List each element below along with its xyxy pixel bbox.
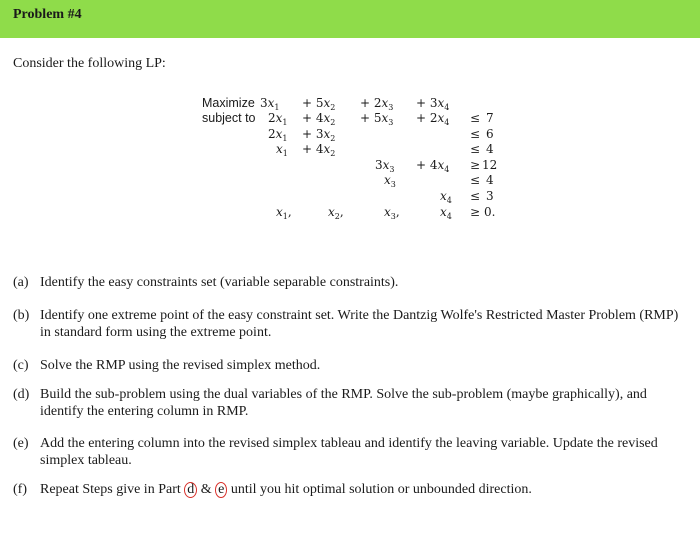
c3-relation: ≤ — [470, 142, 481, 156]
c5-relation: ≤ — [470, 173, 481, 187]
maximize-label: Maximize — [202, 96, 255, 110]
nn-x4: $x_4$ — [440, 205, 452, 221]
question-text: Build the sub-problem using the dual variables of the RMP. Solve the sub-problem (maybe graphically), and identify the entering column in RMP. — [40, 387, 647, 419]
c6-term-1: $x_4$ — [440, 189, 452, 205]
c5-rhs: 4 — [486, 173, 494, 187]
subject-to-label: subject to — [202, 111, 256, 125]
question-text: Identify the easy constraints set (variable separable constraints). — [40, 275, 399, 290]
c4-rhs: 12 — [482, 158, 498, 172]
intro-text: Consider the following LP: — [13, 56, 166, 71]
c3-term-1: $x_1$ — [276, 142, 288, 158]
objective-term-3: + $2x_3$ — [360, 96, 394, 112]
question-text: Solve the RMP using the revised simplex method. — [40, 358, 321, 373]
c2-relation: ≤ — [470, 127, 481, 141]
c6-rhs: 3 — [486, 189, 494, 203]
part-e-reference: e — [215, 482, 227, 498]
objective-term-4: + $3x_4$ — [416, 96, 450, 112]
c4-term-2: + $4x_4$ — [416, 158, 450, 174]
question-f-text-after: until you hit optimal solution or unbounded direction. — [230, 482, 532, 497]
ampersand: & — [200, 482, 212, 497]
part-d-reference: d — [184, 482, 197, 498]
lp-formulation — [0, 0, 700, 240]
objective-term-2: + $5x_2$ — [302, 96, 336, 112]
nn-x2: $x_2$, — [328, 205, 344, 221]
question-label: (a) — [13, 275, 29, 290]
c2-rhs: 6 — [486, 127, 494, 141]
question-label: (e) — [13, 436, 29, 451]
question-label: (b) — [13, 308, 30, 323]
c5-term-1: $x_3$ — [384, 173, 396, 189]
nn-x3: $x_3$, — [384, 205, 400, 221]
c2-term-1: $2x_1$ — [268, 127, 288, 143]
question-text: Identify one extreme point of the easy constraint set. Write the Dantzig Wolfe's Restricted Master Problem (RMP) in standard form using the extreme point. — [40, 308, 679, 340]
problem-title: Problem #4 — [13, 7, 82, 22]
c1-rhs: 7 — [486, 111, 494, 125]
c4-term-1: $3x_3$ — [375, 158, 395, 174]
question-label: (c) — [13, 358, 29, 373]
c1-term-3: + $5x_3$ — [360, 111, 394, 127]
question-f-text-before: Repeat Steps give in Part — [40, 482, 181, 497]
c4-relation: ≥ — [470, 158, 481, 172]
c1-term-1: $2x_1$ — [268, 111, 288, 127]
c6-relation: ≤ — [470, 189, 481, 203]
question-label: (d) — [13, 387, 30, 402]
c3-rhs: 4 — [486, 142, 494, 156]
nn-relation: ≥ — [470, 205, 481, 219]
c2-term-2: + $3x_2$ — [302, 127, 336, 143]
objective-term-1: $3x_1$ — [260, 96, 280, 112]
nn-x1: $x_1$, — [276, 205, 292, 221]
c3-term-2: + $4x_2$ — [302, 142, 336, 158]
c1-term-2: + $4x_2$ — [302, 111, 336, 127]
question-text: Add the entering column into the revised simplex tableau and identify the leaving variable. Update the revised simplex tableau. — [40, 436, 658, 468]
nn-rhs: 0. — [484, 205, 496, 219]
c1-term-4: + $2x_4$ — [416, 111, 450, 127]
question-text — [40, 481, 692, 498]
question-label: (f) — [13, 482, 27, 497]
c1-relation: ≤ — [470, 111, 481, 125]
